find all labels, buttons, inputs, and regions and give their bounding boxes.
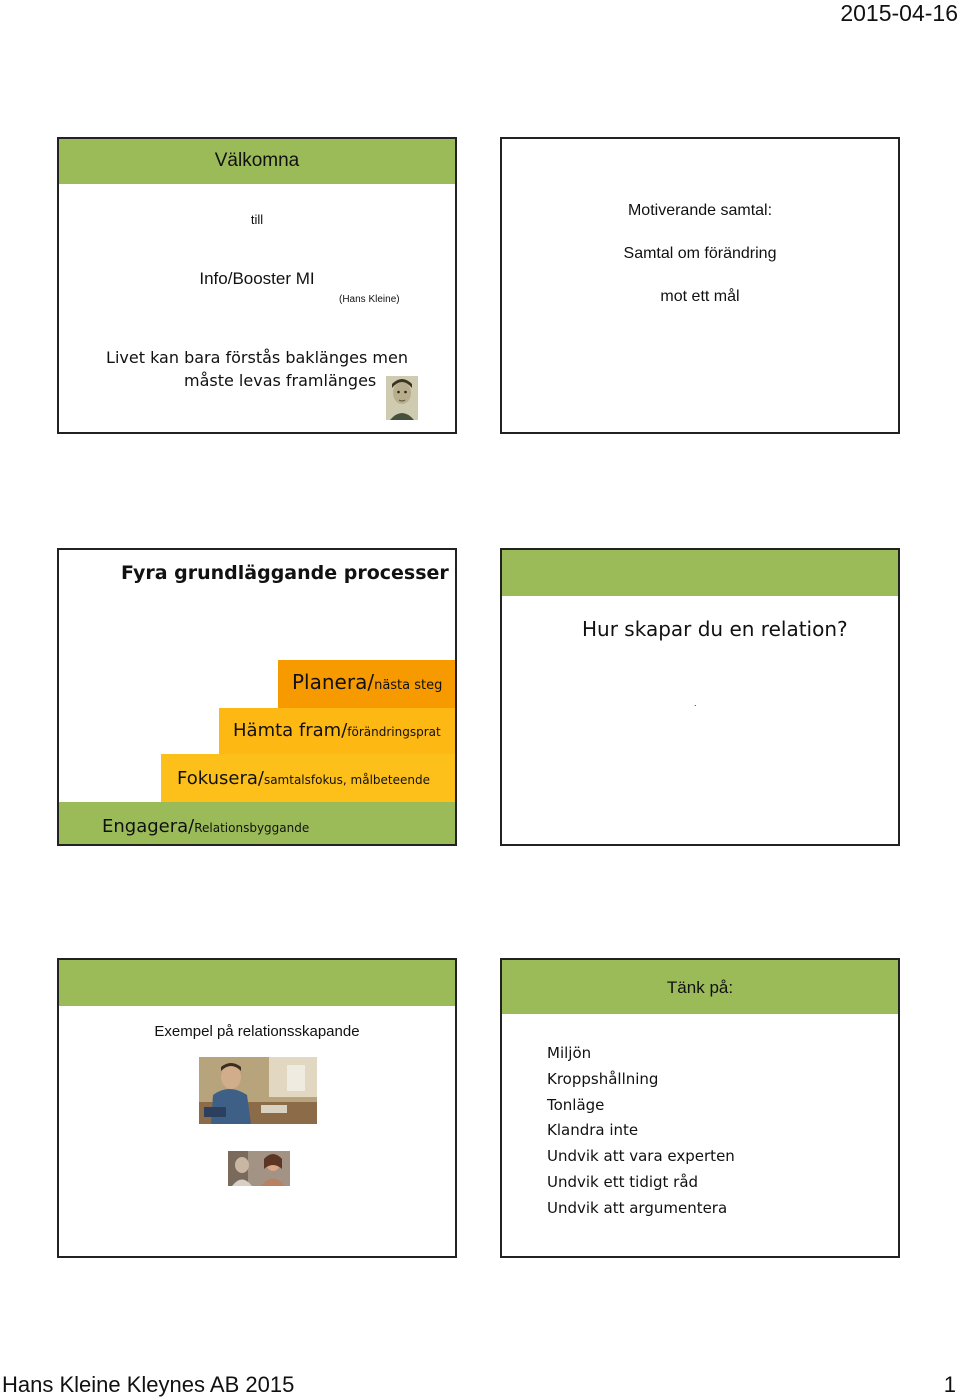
slide3-title: Fyra grundläggande processer bbox=[121, 562, 449, 584]
list-item: Undvik att vara experten bbox=[547, 1147, 735, 1165]
slide4-title-bar bbox=[502, 550, 898, 596]
slide-processes bbox=[57, 548, 457, 846]
list-item: Tonläge bbox=[547, 1096, 605, 1114]
step-hamta-sub: förändringsprat bbox=[347, 725, 441, 739]
footer-author: Hans Kleine Kleynes AB 2015 bbox=[2, 1372, 295, 1397]
step-fokusera bbox=[161, 754, 457, 802]
header-date: 2015-04-16 bbox=[840, 0, 958, 26]
list-item: Miljön bbox=[547, 1044, 592, 1062]
officer-photo bbox=[199, 1057, 317, 1124]
slide6-title: Tänk på: bbox=[666, 978, 734, 997]
slide2-line-2: Samtal om förändring bbox=[623, 245, 777, 262]
slide-title: Välkomna bbox=[214, 150, 300, 171]
step-hamta-fram bbox=[219, 708, 457, 754]
presenter-name: (Hans Kleine) bbox=[339, 294, 400, 305]
slide-welcome bbox=[57, 137, 457, 434]
step-hamta-main: Hämta fram/ bbox=[233, 720, 348, 741]
slide2-line-3: mot ett mål bbox=[660, 288, 740, 305]
step-engagera-main: Engagera/ bbox=[102, 816, 195, 837]
step-engagera-sub: Relationsbyggande bbox=[194, 821, 310, 835]
slide-examples bbox=[57, 958, 457, 1258]
step-planera-sub: nästa steg bbox=[374, 678, 443, 693]
footer-page-number: 1 bbox=[943, 1372, 956, 1397]
quote-line-1: Livet kan bara förstås baklänges men bbox=[106, 348, 408, 367]
slide-think-about bbox=[500, 958, 900, 1258]
list-item: Klandra inte bbox=[547, 1121, 639, 1139]
list-item: Undvik att argumentera bbox=[547, 1199, 728, 1217]
step-planera-main: Planera/ bbox=[292, 670, 375, 694]
till-text: till bbox=[250, 212, 264, 227]
slide-motivational bbox=[500, 137, 900, 434]
step-engagera bbox=[59, 802, 457, 846]
slide4-dot: . bbox=[694, 698, 697, 708]
event-name: Info/Booster MI bbox=[199, 269, 315, 288]
slide2-line-1: Motiverande samtal: bbox=[627, 202, 773, 219]
step-planera bbox=[278, 660, 457, 708]
portrait-image bbox=[386, 376, 418, 420]
quote-line-2: måste levas framlänges bbox=[184, 371, 377, 390]
slide4-title: Hur skapar du en relation? bbox=[582, 617, 848, 641]
slide5-title-bar bbox=[59, 960, 455, 1006]
slide-relation bbox=[500, 548, 900, 846]
list-item: Undvik ett tidigt råd bbox=[547, 1173, 699, 1191]
step-fokusera-main: Fokusera/ bbox=[177, 768, 264, 789]
family-photo bbox=[228, 1151, 290, 1186]
step-fokusera-sub: samtalsfokus, målbeteende bbox=[263, 773, 430, 787]
slide5-title: Exempel på relationsskapande bbox=[154, 1023, 360, 1040]
list-item: Kroppshållning bbox=[547, 1070, 659, 1088]
